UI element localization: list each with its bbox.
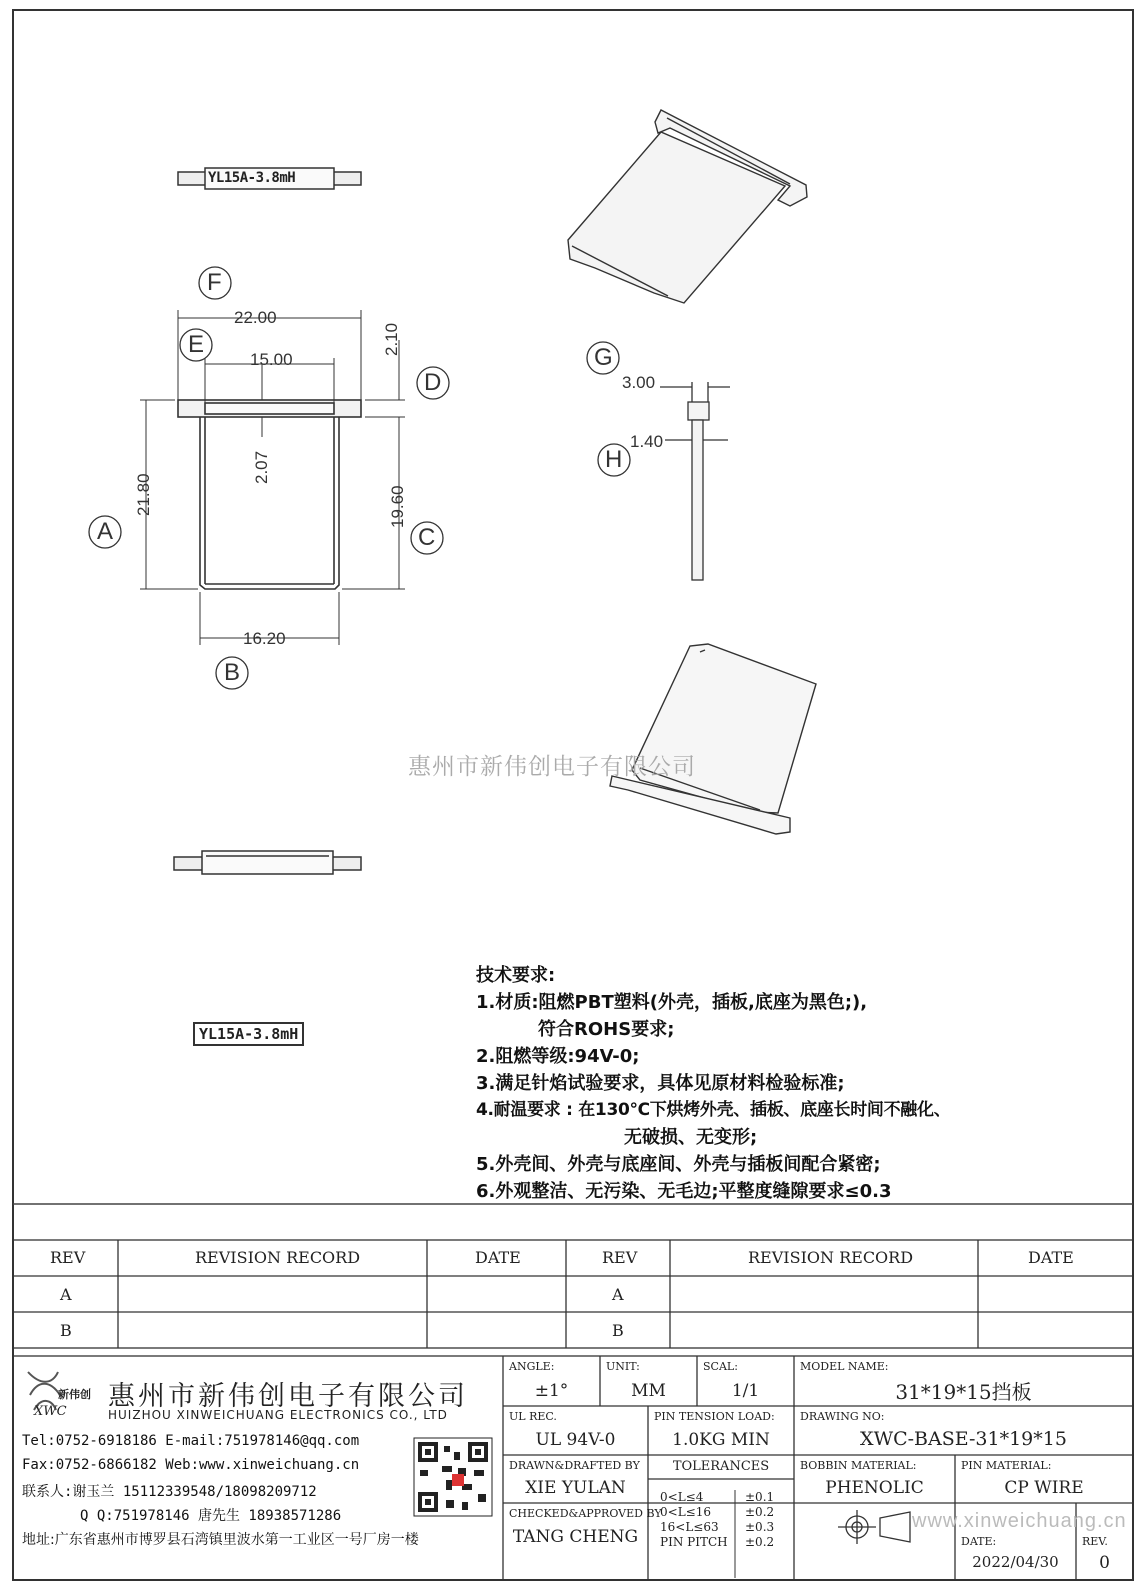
tol-range-1: 0<L≤4 — [660, 1490, 704, 1504]
tolerances-label: TOLERANCES — [672, 1459, 770, 1474]
angle-value: ±1° — [534, 1381, 569, 1401]
callout-circles — [89, 267, 630, 689]
pin-tension-value: 1.0KG MIN — [672, 1430, 770, 1450]
rev-value: 0 — [1099, 1553, 1110, 1573]
note-line: 6.外观整洁、无污染、无毛边;平整度缝隙要求≤0.3 — [476, 1181, 892, 1202]
watermark-text: 惠州市新伟创电子有限公司 — [408, 753, 696, 779]
tol-value-3: ±0.3 — [745, 1520, 775, 1534]
rev-header-date-1: DATE — [475, 1248, 521, 1267]
logo-sub: XWC — [34, 1404, 67, 1419]
dim-3-00: 3.00 — [622, 373, 656, 392]
note-line: 4.耐温要求 : 在130℃下烘烤外壳、插板、底座长时间不融化、 — [476, 1100, 951, 1120]
tel-line: Tel:0752-6918186 E-mail:751978146@qq.com — [22, 1433, 360, 1449]
dim-1-40: 1.40 — [630, 432, 664, 451]
rev-header-record-2: REVISION RECORD — [748, 1248, 914, 1267]
projection-symbol — [838, 1510, 910, 1544]
note-line: 2.阻燃等级:94V-0; — [476, 1046, 640, 1067]
drawn-value: XIE YULAN — [525, 1478, 626, 1498]
rev-row-a-right: A — [612, 1285, 624, 1304]
pin-view — [660, 382, 730, 580]
contact-line: 联系人:谢玉兰 15112339548/18098209712 — [22, 1484, 317, 1500]
logo-text: 新伟创 — [58, 1388, 91, 1401]
callout-h: H — [605, 446, 623, 473]
scale-label: SCAL: — [703, 1360, 738, 1373]
rev-header-rev-1: REV — [50, 1248, 86, 1267]
bobbin-label: BOBBIN MATERIAL: — [800, 1459, 917, 1472]
rev-header-date-2: DATE — [1028, 1248, 1074, 1267]
dim-16-20: 16.20 — [243, 629, 286, 648]
iso-view-top — [568, 110, 807, 303]
note-line: 5.外壳间、外壳与底座间、外壳与插板间配合紧密; — [476, 1154, 881, 1175]
rev-row-b-right: B — [612, 1321, 624, 1340]
unit-label: UNIT: — [606, 1360, 640, 1373]
bottom-view — [174, 851, 361, 874]
drawing-no-label: DRAWING NO: — [800, 1410, 885, 1423]
date-label: DATE: — [961, 1535, 997, 1548]
dim-21-80: 21.80 — [134, 473, 153, 516]
dim-2-10: 2.10 — [382, 322, 401, 356]
part-label: YL15A-3.8mH — [208, 170, 296, 186]
angle-label: ANGLE: — [509, 1360, 555, 1373]
rev-header-record-1: REVISION RECORD — [195, 1248, 361, 1267]
company-name-en: HUIZHOU XINWEICHUANG ELECTRONICS CO., LTD — [108, 1408, 448, 1422]
rev-label: REV. — [1082, 1535, 1108, 1548]
technical-requirements — [476, 962, 1116, 1205]
note-line: 无破损、无变形; — [624, 1127, 758, 1148]
ul-label: UL REC. — [509, 1410, 557, 1423]
callout-d: D — [424, 369, 442, 396]
pin-tension-label: PIN TENSION LOAD: — [654, 1410, 775, 1423]
model-value: 31*19*15挡板 — [895, 1380, 1032, 1404]
callout-b: B — [224, 659, 241, 686]
company-name-cn: 惠州市新伟创电子有限公司 — [108, 1381, 468, 1412]
notes-title: 技术要求: — [476, 965, 556, 986]
dim-15: 15.00 — [250, 350, 293, 369]
front-view — [178, 400, 361, 589]
unit-value: MM — [631, 1381, 666, 1401]
drawn-label: DRAWN&DRAFTED BY — [509, 1459, 640, 1472]
rev-row-b-left: B — [60, 1321, 72, 1340]
fax-line: Fax:0752-6866182 Web:www.xinweichuang.cn — [22, 1457, 360, 1473]
callout-g: G — [594, 344, 613, 371]
web-watermark: www.xinweichuang.cn — [912, 1510, 1127, 1532]
tol-range-2: 0<L≤16 — [660, 1505, 711, 1519]
ul-value: UL 94V-0 — [535, 1430, 616, 1450]
note-line: 符合ROHS要求; — [538, 1019, 675, 1040]
pin-material-value: CP WIRE — [1004, 1478, 1084, 1498]
iso-view-bottom — [610, 644, 816, 834]
dim-22: 22.00 — [234, 308, 277, 327]
rev-row-a-left: A — [60, 1285, 72, 1304]
date-value: 2022/04/30 — [972, 1553, 1059, 1571]
tol-value-1: ±0.1 — [745, 1490, 775, 1504]
qr-code — [414, 1438, 492, 1516]
callout-c: C — [418, 524, 436, 551]
tol-range-3: 16<L≤63 — [660, 1520, 719, 1534]
drawing-no-value: XWC-BASE-31*19*15 — [860, 1428, 1067, 1450]
note-line: 1.材质:阻燃PBT塑料(外壳，插板,底座为黑色;), — [476, 992, 868, 1013]
tol-range-4: PIN PITCH — [660, 1535, 728, 1549]
checked-value: TANG CHENG — [512, 1527, 639, 1547]
scale-value: 1/1 — [731, 1381, 760, 1401]
dim-19-60: 19.60 — [388, 485, 407, 528]
callout-f: F — [207, 269, 222, 296]
address-line: 地址:广东省惠州市博罗县石湾镇里波水第一工业区一号厂房一楼 — [22, 1532, 419, 1548]
dim-2-07: 2.07 — [252, 450, 271, 484]
revision-grid — [13, 1240, 1133, 1348]
boxed-part-label: YL15A-3.8mH — [193, 1022, 304, 1046]
tol-value-4: ±0.2 — [745, 1535, 775, 1549]
rev-header-rev-2: REV — [602, 1248, 638, 1267]
note-line: 3.满足针焰试验要求，具体见原材料检验标准; — [476, 1073, 845, 1094]
qq-line: Q Q:751978146 唐先生 18938571286 — [80, 1508, 342, 1524]
callout-a: A — [97, 518, 114, 545]
model-label: MODEL NAME: — [800, 1360, 889, 1373]
pin-material-label: PIN MATERIAL: — [961, 1459, 1052, 1472]
bobbin-value: PHENOLIC — [825, 1478, 924, 1498]
callout-e: E — [188, 331, 205, 358]
tol-value-2: ±0.2 — [745, 1505, 775, 1519]
checked-label: CHECKED&APPROVED BY — [509, 1507, 662, 1520]
